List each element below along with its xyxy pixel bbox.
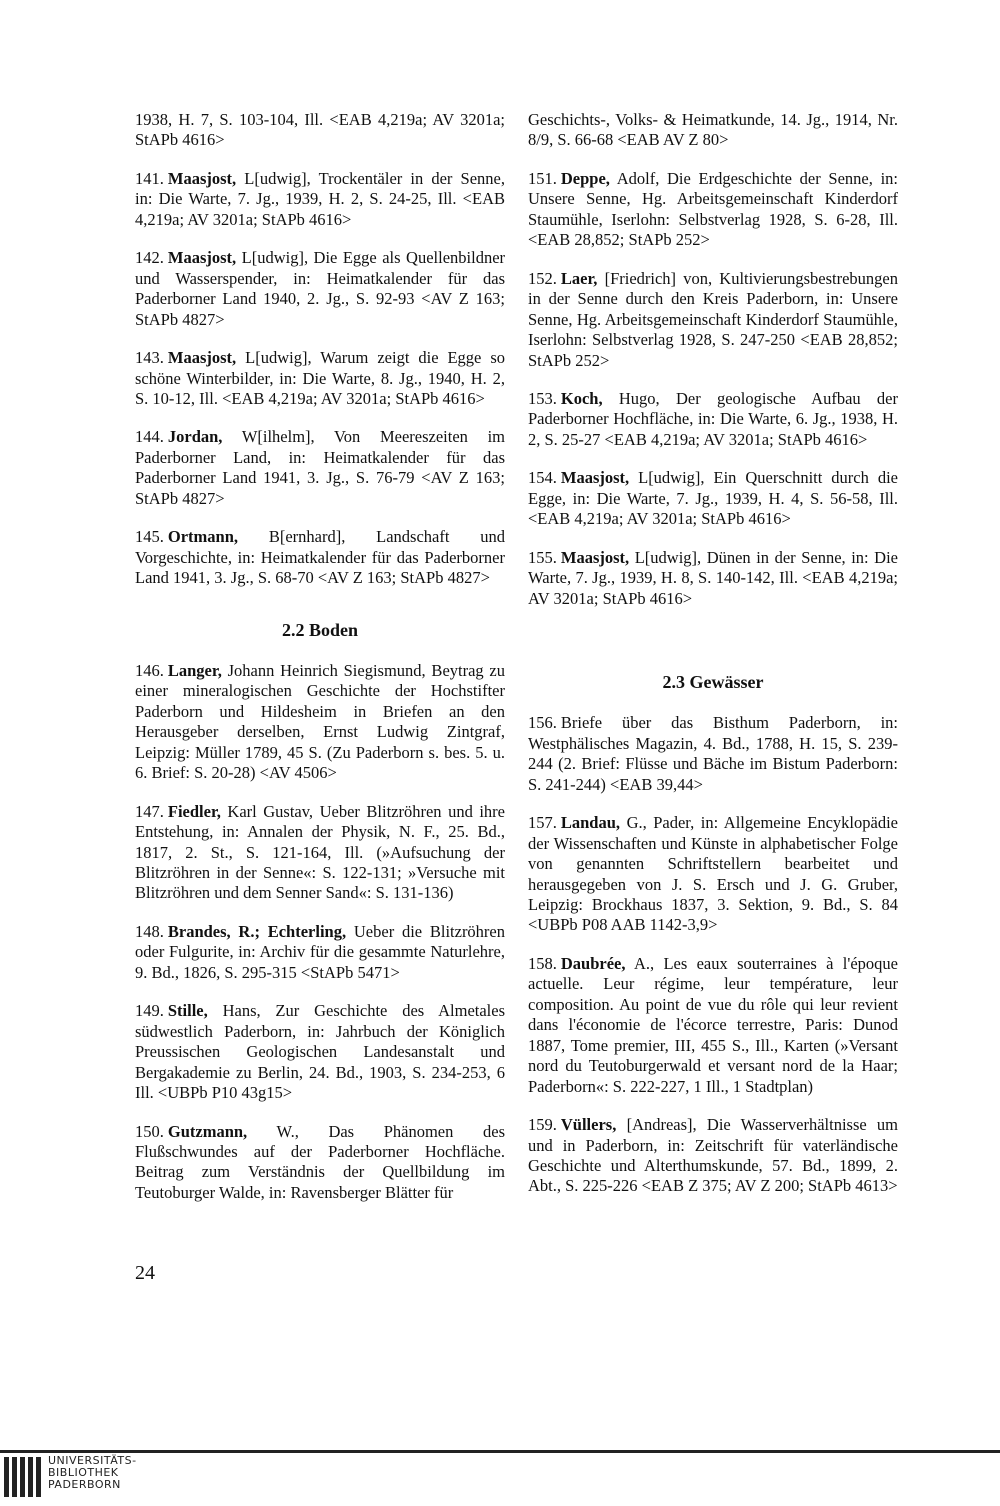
entry-number: 151. <box>528 168 557 188</box>
entry-author: Koch, <box>560 388 603 408</box>
entry-text: Karl Gustav, Ueber Blitzröhren und ihre Entstehung, in: Annalen der Physik, N. F., 25. Bd., 1817, 2. St., S. 121-164, Ill. (»Aufsuchung der Blitzröhren in der Senne«: S. 122-131; »Versuche mit Blitzröhren und dem Senner Sand«: S. 131-136) <box>135 801 505 903</box>
entry-text: Ueber die Blitzröhren oder Fulgurite, in: Archiv für die gesammte Naturlehre, 9. Bd., 1826, S. 295-315 <StAPb 5471> <box>135 921 506 982</box>
logo-text <box>48 1455 137 1491</box>
bibliography-entry <box>135 427 505 509</box>
entry-author: Fiedler, <box>167 801 221 821</box>
bibliography-entry <box>528 548 898 609</box>
entry-number: 148. <box>135 921 164 941</box>
entry-text: W[ilhelm], Von Meereszeiten im Paderborner Land, in: Heimatkalender für das Paderborner Land 1941, 3. Jg., S. 76-79 <AV Z 163; StAPb 4827> <box>135 427 505 508</box>
bibliography-entry <box>528 389 898 450</box>
entry-author: Deppe, <box>560 168 610 188</box>
entry-number: 159. <box>528 1115 557 1135</box>
entry-number: 154. <box>528 468 557 488</box>
right-entries-gewaesser <box>528 713 898 1197</box>
right-entries <box>528 110 898 609</box>
bibliography-entry <box>135 802 505 904</box>
bibliography-entry <box>528 468 898 529</box>
left-column <box>135 110 505 1221</box>
entry-author: Stille, <box>167 1001 208 1021</box>
section-heading-boden: 2.2 Boden <box>281 619 359 640</box>
entry-number: 141. <box>135 168 164 188</box>
entry-text: Hans, Zur Geschichte des Almetales südwestlich Paderborn, in: Jahrbuch der Königlich Preussischen Geologischen Landesanstalt und Bergakademie zu Berlin, 24. Bd., 1903, S. 234-253, 6 Ill. <UBPb P10 43g15> <box>135 1001 506 1103</box>
entry-number: 145. <box>135 527 164 547</box>
bibliography-entry <box>135 248 505 330</box>
entry-text: Geschichts-, Volks- & Heimatkunde, 14. Jg., 1914, Nr. 8/9, S. 66-68 <EAB AV Z 80> <box>528 110 898 150</box>
entry-text: Johann Heinrich Siegismund, Beytrag zu einer mineralogischen Geschichte der Hochstifter Paderborn und Hildesheim in Briefen an den Herausgeber derselben, Ernst Ludwig Zintgraf, Leipzig: Müller 1789, 45 S. (Zu Paderborn s. bes. 5. u. 6. Brief: S. 20-28) <AV 4506> <box>135 660 506 783</box>
logo-bars-icon <box>4 1457 41 1497</box>
bibliography-entry <box>528 1115 898 1197</box>
entry-number: 149. <box>135 1001 164 1021</box>
entry-text: 1938, H. 7, S. 103-104, Ill. <EAB 4,219a; AV 3201a; StAPb 4616> <box>135 110 505 150</box>
entry-number: 155. <box>528 547 557 567</box>
entry-author: Ortmann, <box>167 527 238 547</box>
library-logo <box>0 1455 1000 1506</box>
footer-rule <box>0 1450 1000 1453</box>
bibliography-entry <box>135 348 505 409</box>
entry-author: Daubrée, <box>560 953 626 973</box>
entry-number: 142. <box>135 248 164 268</box>
left-entries-boden <box>135 661 505 1203</box>
entry-text: A., Les eaux souterraines à l'époque actuelle. Leur régime, leur température, leur composition. Au point de vue du rôle qui leur revient dans l'économie de l'écorce terrestre, Paris: Dunod 1887, Tome premier, III, 455 S., Ill., Karten (»Versant nord du Teutoburgerwald et versant nord de la Haar; Paderborn«: S. 222-227, 1 Ill., 1 Stadtplan) <box>528 953 899 1096</box>
bibliography-entry <box>135 169 505 230</box>
entry-author: Maasjost, <box>167 348 237 368</box>
page-number: 24 <box>135 1262 155 1284</box>
entry-text: Briefe über das Bisthum Paderborn, in: Westphälisches Magazin, 4. Bd., 1788, H. 15, S. 239-244 (2. Brief: Flüsse und Bäche im Bistum Paderborn: S. 241-244) <EAB 39,44> <box>528 713 898 794</box>
bibliography-entry <box>528 813 898 936</box>
entry-number: 152. <box>528 268 557 288</box>
entry-text: L[udwig], Ein Querschnitt durch die Egge, in: Die Warte, 7. Jg., 1939, H. 4, S. 56-58, Ill. <EAB 4,219a; AV 3201a; StAPb 4616> <box>528 468 898 529</box>
logo-line-2: BIBLIOTHEK <box>48 1466 119 1479</box>
entry-number: 146. <box>135 660 164 680</box>
logo-line-1: UNIVERSITÄTS- <box>48 1454 137 1467</box>
logo-line-3: PADERBORN <box>48 1478 121 1491</box>
bibliography-entry <box>528 169 898 251</box>
entry-author: Landau, <box>560 813 621 833</box>
bibliography-entry <box>528 110 898 151</box>
section-heading-gewaesser: 2.3 Gewässer <box>662 672 764 693</box>
bibliography-entry <box>135 1122 505 1204</box>
bibliography-entry <box>135 110 505 151</box>
entry-text: L[udwig], Die Egge als Quellenbildner und Wasserspender, in: Heimatkalender für das Paderborner Land 1940, 2. Jg., S. 92-93 <AV Z 163; StAPb 4827> <box>135 248 506 329</box>
entry-text: L[udwig], Trockentäler in der Senne, in: Die Warte, 7. Jg., 1939, H. 2, S. 24-25, Ill. <EAB 4,219a; AV 3201a; StAPb 4616> <box>135 168 506 229</box>
entry-text: B[ernhard], Landschaft und Vorgeschichte, in: Heimatkalender für das Paderborner Land 1941, 3. Jg., S. 68-70 <AV Z 163; StAPb 4827> <box>135 527 505 588</box>
entry-author: Laer, <box>560 268 598 288</box>
entry-author: Jordan, <box>167 427 223 447</box>
right-column <box>528 110 898 1215</box>
entry-author: Langer, <box>167 660 222 680</box>
entry-number: 150. <box>135 1121 164 1141</box>
entry-author: Maasjost, <box>560 468 630 488</box>
entry-number: 144. <box>135 427 164 447</box>
entry-author: Maasjost, <box>560 547 630 567</box>
left-entries <box>135 110 505 589</box>
entry-number: 147. <box>135 801 164 821</box>
entry-number: 143. <box>135 348 164 368</box>
bibliography-entry <box>135 527 505 588</box>
entry-author: Maasjost, <box>167 248 237 268</box>
bibliography-entry <box>528 713 898 795</box>
entry-number: 157. <box>528 813 557 833</box>
entry-text: L[udwig], Warum zeigt die Egge so schöne Winterbilder, in: Die Warte, 8. Jg., 1940, H. 2, S. 10-12, Ill. <EAB 4,219a; AV 3201a; StAPb 4616> <box>135 348 505 408</box>
entry-author: Vüllers, <box>560 1115 617 1135</box>
bibliography-entry <box>528 269 898 371</box>
bibliography-entry <box>135 661 505 784</box>
entry-text: W., Das Phänomen des Flußschwundes auf der Paderborner Hochfläche. Beitrag zum Verständnis der Quellbildung im Teutoburger Walde, in: Ravensberger Blätter für <box>135 1121 506 1202</box>
entry-number: 158. <box>528 953 557 973</box>
entry-author: Gutzmann, <box>167 1121 248 1141</box>
entry-number: 156. <box>528 713 557 733</box>
bibliography-entry <box>135 922 505 983</box>
entry-number: 153. <box>528 388 557 408</box>
entry-text: Adolf, Die Erdgeschichte der Senne, in: Unsere Senne, Hg. Arbeitsgemeinschaft Kinderdorf Staumühle, Iserlohn: Selbstverlag 1928, S. 6-28, Ill. <EAB 28,852; StAPb 252> <box>528 168 898 250</box>
bibliography-entry <box>528 954 898 1097</box>
entry-text: Hugo, Der geologische Aufbau der Paderborner Hochfläche, in: Die Warte, 6. Jg., 1938, H. 2, S. 25-27 <EAB 4,219a; AV 3201a; StAPb 4616> <box>528 388 899 449</box>
entry-text: [Andreas], Die Wasserverhältnisse um und in Paderborn, in: Zeitschrift für vaterländische Geschichte und Alterthumskunde, 57. Bd., 1899, 2. Abt., S. 225-226 <EAB Z 375; AV Z 200; StAPb 4613> <box>528 1115 899 1196</box>
entry-author: Maasjost, <box>167 168 237 188</box>
bibliography-entry <box>135 1001 505 1103</box>
entry-author: Brandes, R.; Echterling, <box>167 921 347 941</box>
entry-text: G., Pader, in: Allgemeine Encyklopädie der Wissenschaften und Künste in alphabetischer Folge von genannten Schriftstellern bearbeitet und herausgegeben von J. S. Ersch und J. G. Gruber, Leipzig: Brockhaus 1837, 3. Sektion, 9. Bd., S. 84 <UBPb P08 AAB 1142-3,9> <box>528 813 898 935</box>
entry-text: [Friedrich] von, Kultivierungsbestrebungen in der Senne durch den Kreis Paderborn, in: Unsere Senne, Hg. Arbeitsgemeinschaft Kinderdorf Staumühle, Iserlohn: Selbstverlag 1928, S. 247-250 <EAB 28,852; StAPb 252> <box>528 268 899 370</box>
entry-text: L[udwig], Dünen in der Senne, in: Die Warte, 7. Jg., 1939, H. 8, S. 140-142, Ill. <EAB 4,219a; AV 3201a; StAPb 4616> <box>528 547 898 608</box>
